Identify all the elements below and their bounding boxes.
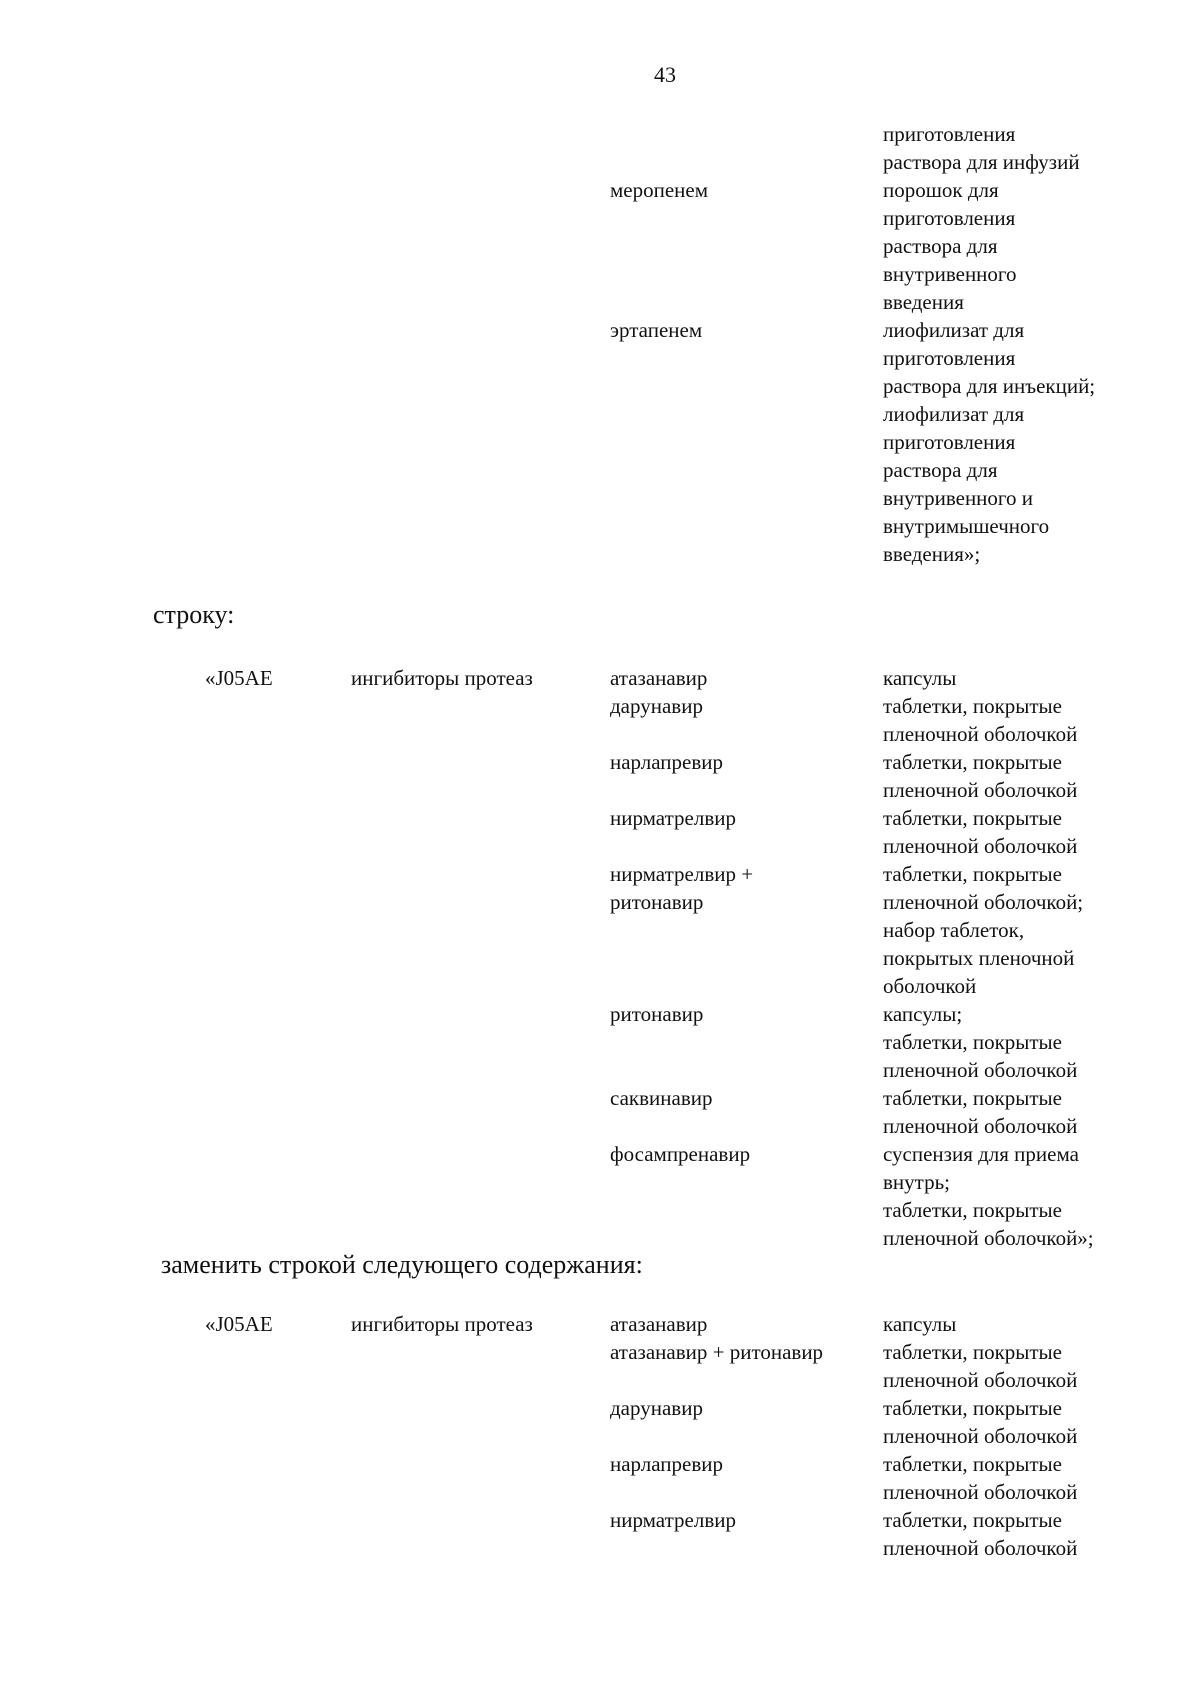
dosage-forms [883, 692, 1077, 748]
atc-code: «J05AE [205, 666, 273, 690]
dosage-form-line: суспензия для приема [883, 1142, 1079, 1166]
drug-name [610, 120, 883, 176]
table-row [610, 748, 1200, 804]
dosage-form-line: лиофилизат для [883, 318, 1025, 342]
table-continuation [0, 120, 1200, 568]
table-row [610, 1450, 1200, 1506]
dosage-forms [883, 860, 1083, 1000]
table-row [610, 860, 1200, 1000]
table-row [610, 692, 1200, 748]
drug-name [610, 804, 883, 860]
dosage-form-line: раствора для [883, 458, 998, 482]
dosage-forms [883, 1140, 1094, 1252]
table-row [610, 664, 1200, 692]
table-row [610, 804, 1200, 860]
dosage-form-line: таблетки, покрытые [883, 750, 1062, 774]
dosage-form-line: введения»; [883, 542, 981, 566]
drug-name [610, 176, 883, 316]
table-row [610, 1310, 1200, 1338]
dosage-form-line: набор таблеток, [883, 918, 1025, 942]
drug-name-line: атазанавир [610, 1312, 708, 1336]
dosage-forms [883, 316, 1095, 568]
atc-code: «J05AE [205, 1312, 273, 1336]
table-row [610, 120, 1200, 176]
table-row [610, 316, 1200, 568]
dosage-form-line: покрытых пленочной [883, 946, 1075, 970]
drug-name [610, 1394, 883, 1450]
dosage-forms [883, 1000, 1077, 1084]
dosage-forms [883, 748, 1077, 804]
dosage-form-line: раствора для инъекций; [883, 374, 1096, 398]
drug-name-line: саквинавир [610, 1086, 713, 1110]
dosage-form-line: пленочной оболочкой [883, 1114, 1078, 1138]
drug-name-line: эртапенем [610, 318, 703, 342]
dosage-form-line: внутривенного [883, 262, 1017, 286]
dosage-form-line: раствора для [883, 234, 998, 258]
table-row [610, 176, 1200, 316]
dosage-form-line: лиофилизат для [883, 402, 1025, 426]
drug-name [610, 664, 883, 692]
dosage-forms [883, 1394, 1077, 1450]
table-row [610, 1394, 1200, 1450]
drug-rows [610, 1310, 1200, 1562]
drug-name [610, 1310, 883, 1338]
dosage-form-line: таблетки, покрытые [883, 1396, 1062, 1420]
table-row [610, 1084, 1200, 1140]
dosage-form-line: таблетки, покрытые [883, 806, 1062, 830]
dosage-form-line: пленочной оболочкой [883, 722, 1078, 746]
drug-name-line: нарлапревир [610, 750, 724, 774]
page-number: 43 [654, 62, 676, 87]
dosage-form-line: таблетки, покрытые [883, 1030, 1062, 1054]
drug-rows [610, 120, 1200, 568]
drug-name-line: дарунавир [610, 694, 703, 718]
dosage-form-line: пленочной оболочкой»; [883, 1226, 1094, 1250]
drug-name-line: фосампренавир [610, 1142, 751, 1166]
drug-name [610, 692, 883, 748]
dosage-forms [883, 1084, 1077, 1140]
dosage-form-line: пленочной оболочкой; [883, 890, 1084, 914]
dosage-form-line: таблетки, покрытые [883, 694, 1062, 718]
dosage-forms [883, 1310, 956, 1338]
dosage-form-line: внутримышечного [883, 514, 1050, 538]
table-row [610, 1140, 1200, 1252]
drug-name-line: атазанавир + ритонавир [610, 1340, 824, 1364]
drug-name-line: ритонавир [610, 890, 704, 914]
drug-name-line: меропенем [610, 178, 709, 202]
drug-name [610, 748, 883, 804]
table-row [610, 1506, 1200, 1562]
dosage-form-line: приготовления [883, 430, 1016, 454]
dosage-form-line: таблетки, покрытые [883, 1508, 1062, 1532]
dosage-form-line: пленочной оболочкой [883, 1368, 1078, 1392]
drug-name-line: атазанавир [610, 666, 708, 690]
drug-name [610, 316, 883, 568]
dosage-forms [883, 176, 1017, 316]
drug-name-line: нирматрелвир [610, 806, 736, 830]
dosage-form-line: оболочкой [883, 974, 977, 998]
dosage-form-line: внутрь; [883, 1170, 950, 1194]
dosage-form-line: таблетки, покрытые [883, 1452, 1062, 1476]
dosage-form-line: таблетки, покрытые [883, 1198, 1062, 1222]
dosage-form-line: пленочной оболочкой [883, 778, 1078, 802]
drug-name-line: ритонавир [610, 1002, 704, 1026]
drug-name [610, 1450, 883, 1506]
drug-name [610, 1506, 883, 1562]
drug-name [610, 860, 883, 1000]
dosage-forms [883, 1450, 1077, 1506]
drug-name [610, 1338, 883, 1394]
dosage-form-line: приготовления [883, 346, 1016, 370]
instruction-line: заменить строкой следующего содержания: [161, 1250, 643, 1279]
instruction-line: строку: [153, 600, 235, 629]
dosage-form-line: капсулы [883, 666, 957, 690]
dosage-form-line: пленочной оболочкой [883, 1058, 1078, 1082]
drug-name-line: нирматрелвир + [610, 862, 754, 886]
dosage-form-line: приготовления [883, 206, 1016, 230]
table-row [610, 1338, 1200, 1394]
dosage-form-line: порошок для [883, 178, 999, 202]
dosage-form-line: пленочной оболочкой [883, 1536, 1078, 1560]
drug-name-line: нарлапревир [610, 1452, 724, 1476]
table-new-row [0, 1310, 1200, 1562]
dosage-form-line: таблетки, покрытые [883, 1086, 1062, 1110]
dosage-form-line: введения [883, 290, 964, 314]
drug-name-line: дарунавир [610, 1396, 703, 1420]
dosage-forms [883, 804, 1077, 860]
dosage-forms [883, 664, 956, 692]
dosage-form-line: приготовления [883, 122, 1016, 146]
dosage-form-line: пленочной оболочкой [883, 1480, 1078, 1504]
drug-group: ингибиторы протеаз [351, 666, 533, 690]
dosage-forms [883, 1506, 1077, 1562]
dosage-form-line: капсулы; [883, 1002, 963, 1026]
drug-name [610, 1000, 883, 1084]
table-old-row [0, 664, 1200, 1252]
dosage-form-line: таблетки, покрытые [883, 862, 1062, 886]
dosage-form-line: пленочной оболочкой [883, 834, 1078, 858]
dosage-form-line: таблетки, покрытые [883, 1340, 1062, 1364]
drug-group: ингибиторы протеаз [351, 1312, 533, 1336]
dosage-form-line: капсулы [883, 1312, 957, 1336]
dosage-form-line: пленочной оболочкой [883, 1424, 1078, 1448]
drug-rows [610, 664, 1200, 1252]
dosage-forms [883, 1338, 1077, 1394]
drug-name [610, 1140, 883, 1252]
drug-name [610, 1084, 883, 1140]
drug-name-line: нирматрелвир [610, 1508, 736, 1532]
table-row [610, 1000, 1200, 1084]
dosage-form-line: внутривенного и [883, 486, 1033, 510]
dosage-forms [883, 120, 1080, 176]
dosage-form-line: раствора для инфузий [883, 150, 1080, 174]
